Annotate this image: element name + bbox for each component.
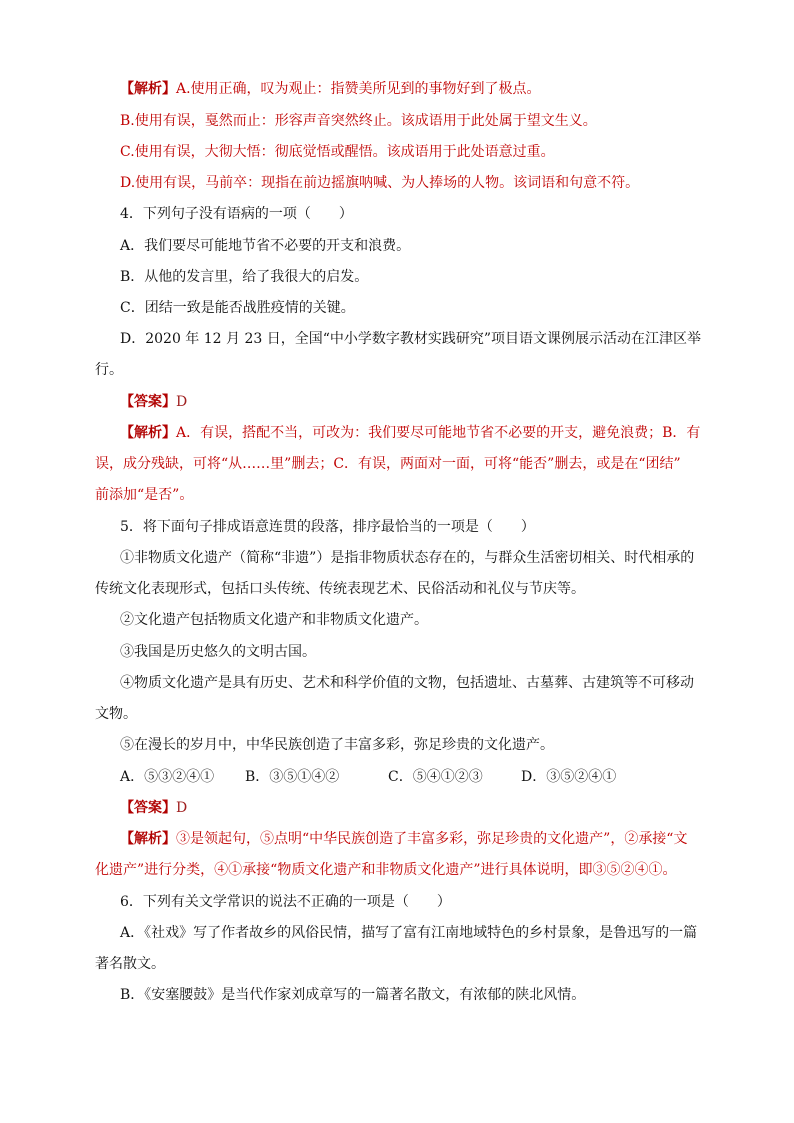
q3-analysis-a-text: A.使用正确，叹为观止：指赞美所见到的事物好到了极点。 [176,81,541,97]
q5-analysis-line1 [120,829,687,849]
q5-sentence-2: ②文化遗产包括物质文化遗产和非物质文化遗产。 [120,612,428,628]
q5-option-a: A．⑤③②④① [120,769,215,785]
q4-option-b: B．从他的发言里，给了我很大的启发。 [120,269,369,285]
analysis-tag: 【解析】 [120,425,176,441]
q6-option-b: B．《安塞腰鼓》是当代作家刘成章写的一篇著名散文，有浓郁的陕北风情。 [120,987,586,1003]
q4-answer-value: D [176,394,188,410]
q5-answer-value: D [176,800,188,816]
q4-stem: 4．下列句子没有语病的一项（ ） [120,206,353,222]
q4-option-c: C．团结一致是能否战胜疫情的关键。 [120,300,355,316]
q3-analysis-d: D.使用有误，马前卒：现指在前边摇旗呐喊、为人捧场的人物。该词语和句意不符。 [120,175,640,191]
q4-analysis-text1: A．有误，搭配不当，可改为：我们要尽可能地节省不必要的开支，避免浪费；B．有 [176,425,701,441]
q5-option-d: D．③⑤②④① [521,769,617,785]
q5-sentence-4-line1: ④物质文化遗产是具有历史、艺术和科学价值的文物，包括遗址、古墓葬、古建筑等不可移动 [120,675,694,691]
q5-analysis-text1: ③是领起句，⑤点明“中华民族创造了丰富多彩，弥足珍贵的文化遗产”，②承接“文 [176,831,688,847]
answer-tag: 【答案】 [120,800,176,816]
answer-tag: 【答案】 [120,394,176,410]
q5-sentence-1-line2: 传统文化表现形式，包括口头传统、传统表现艺术、民俗活动和礼仪与节庆等。 [95,581,585,597]
q6-option-a-line2: 著名散文。 [95,956,165,972]
q3-analysis-a [120,79,541,99]
q4-analysis-line3: 前添加“是否”。 [95,487,194,503]
analysis-tag: 【解析】 [120,81,176,97]
q5-stem: 5．将下面句子排成语意连贯的段落，排序最恰当的一项是（ ） [120,519,535,535]
q5-option-c: C．⑤④①②③ [388,769,483,785]
q5-sentence-4-line2: 文物。 [95,706,137,722]
q4-option-a: A．我们要尽可能地节省不必要的开支和浪费。 [120,238,411,254]
q4-option-d-line2: 行。 [95,362,123,378]
q5-sentence-5: ⑤在漫长的岁月中，中华民族创造了丰富多彩，弥足珍贵的文化遗产。 [120,737,554,753]
q3-analysis-b: B.使用有误，戛然而止：形容声音突然终止。该成语用于此处属于望文生义。 [120,113,597,129]
q4-option-d-line1: D．2020 年 12 月 23 日，全国“中小学数字教材实践研究”项目语文课例展示活动在江津区举 [120,331,702,347]
q6-stem: 6．下列有关文学常识的说法不正确的一项是（ ） [120,894,451,910]
q4-analysis-line1 [120,423,700,443]
q4-answer [120,392,187,412]
q6-option-a-line1: A．《社戏》写了作者故乡的风俗民情，描写了富有江南地域特色的乡村景象，是鲁迅写的一篇 [120,925,698,941]
q5-options [120,767,616,787]
q5-sentence-3: ③我国是历史悠久的文明古国。 [120,644,316,660]
q3-analysis-c: C.使用有误，大彻大悟：彻底觉悟或醒悟。该成语用于此处语意过重。 [120,144,555,160]
q4-analysis-line2: 误，成分残缺，可将“从……里”删去；C．有误，两面对一面，可将“能否”删去，或是在“团结” [95,456,681,472]
q5-analysis-line2: 化遗产”进行分类，④①承接“物质文化遗产和非物质文化遗产”进行具体说明，即③⑤②④①。 [95,862,677,878]
analysis-tag: 【解析】 [120,831,176,847]
q5-sentence-1-line1: ①非物质文化遗产（简称“非遗”）是指非物质状态存在的，与群众生活密切相关、时代相承的 [120,550,695,566]
q5-option-b: B．③⑤①④② [245,769,340,785]
q5-answer [120,798,187,818]
